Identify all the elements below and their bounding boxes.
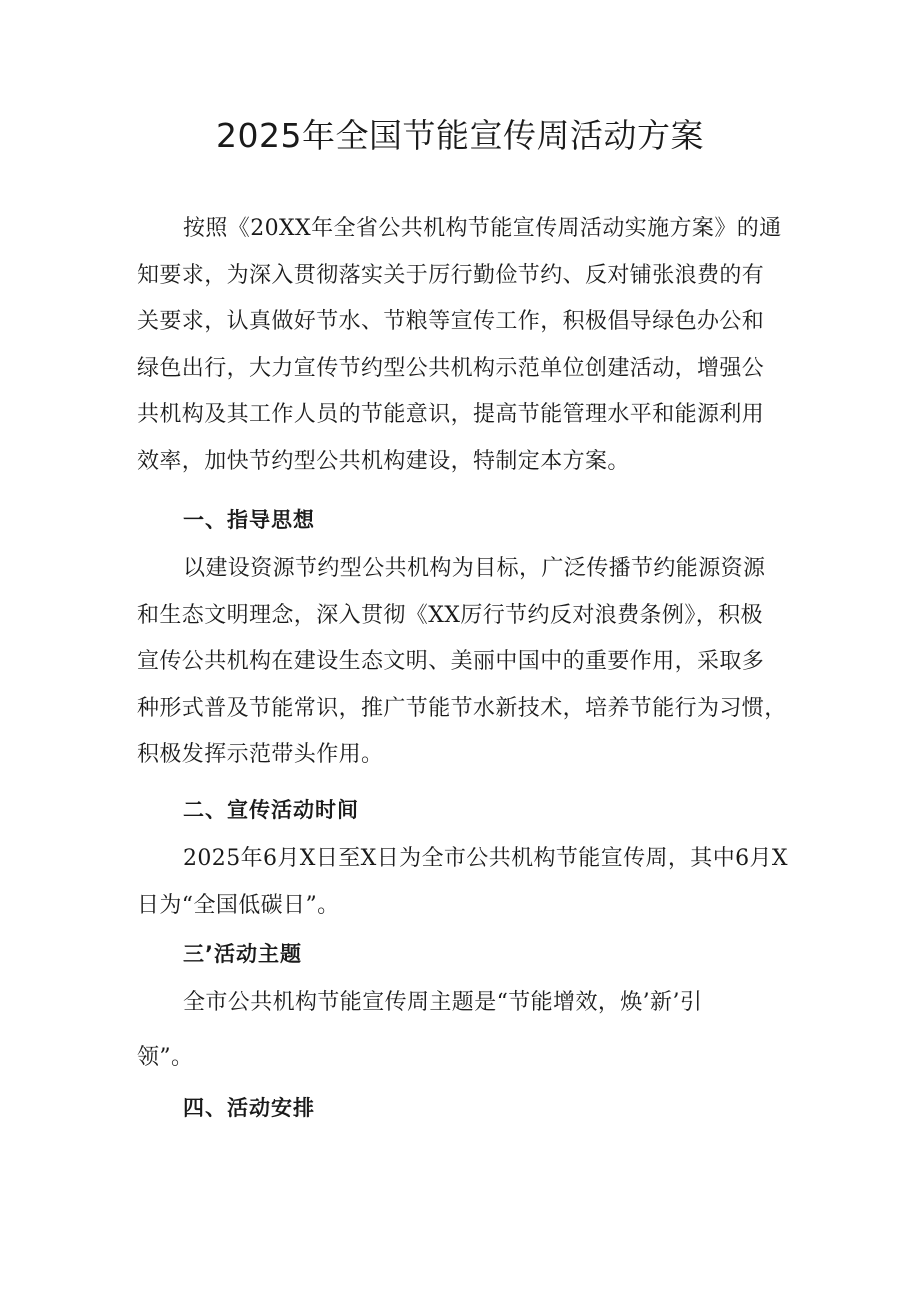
paragraph-line: 关要求，认真做好节水、节粮等宣传工作，积极倡导绿色办公和 — [137, 309, 765, 334]
paragraph-line: 按照《20XX年全省公共机构节能宣传周活动实施方案》的通 — [183, 216, 782, 241]
section1-paragraph — [137, 546, 797, 779]
section-heading-activity-arrangement: 四、活动安排 — [183, 1096, 315, 1120]
paragraph-line: 日为“全国低碳日”。 — [137, 892, 340, 918]
paragraph-line: 积极发挥示范带头作用。 — [137, 742, 384, 767]
paragraph-line: 和生态文明理念，深入贯彻《XX厉行节约反对浪费条例》，积极 — [137, 602, 763, 628]
paragraph-line: 绿色出行，大力宣传节约型公共机构示范单位创建活动，增强公 — [137, 355, 765, 381]
document-title: 2025年全国节能宣传周活动方案 — [216, 116, 704, 155]
paragraph-line: 领”。 — [137, 1044, 194, 1070]
paragraph-line: 2025年6月X日至X日为全市公共机构节能宣传周，其中6月X — [183, 846, 788, 871]
paragraph-line: 宣传公共机构在建设生态文明、美丽中国中的重要作用，采取多 — [137, 649, 765, 674]
section-heading-activity-theme: 三’活动主题 — [183, 942, 302, 966]
intro-paragraph — [137, 206, 797, 485]
paragraph-line: 共机构及其工作人员的节能意识，提高节能管理水平和能源利用 — [137, 402, 765, 427]
paragraph-line: 知要求，为深入贯彻落实关于厉行勤俭节约、反对铺张浪费的有 — [137, 262, 765, 288]
paragraph-line: 全市公共机构节能宣传周主题是“节能增效，焕’新’引 — [183, 990, 703, 1015]
paragraph-line: 种形式普及节能常识，推广节能节水新技术，培养节能行为习惯， — [137, 695, 787, 721]
section-heading-guiding-ideology: 一、指导思想 — [183, 508, 315, 532]
section-heading-activity-time: 二、宣传活动时间 — [183, 798, 359, 822]
paragraph-line: 以建设资源节约型公共机构为目标，广泛传播节约能源资源 — [183, 556, 766, 581]
section3-paragraph — [137, 980, 797, 1081]
section2-paragraph — [137, 836, 797, 929]
paragraph-line: 效率，加快节约型公共机构建设，特制定本方案。 — [137, 448, 630, 474]
